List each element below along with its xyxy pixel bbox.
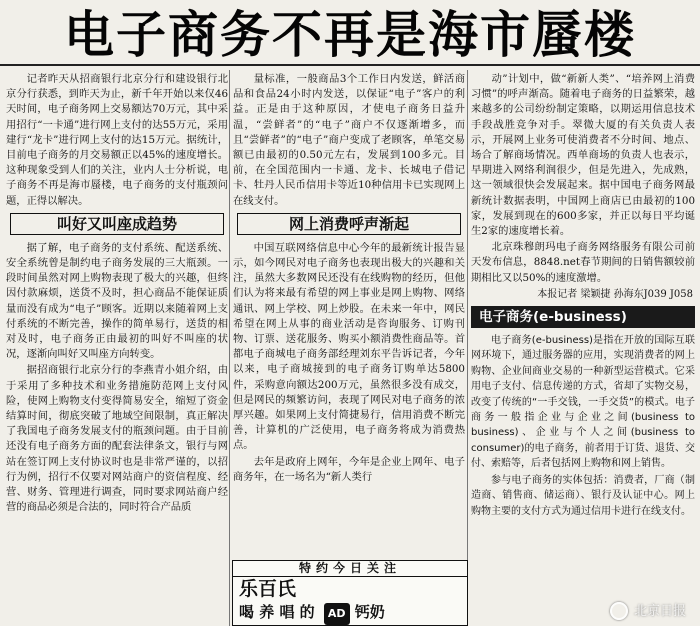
- headline: 电子商务不再是海市蜃楼: [64, 6, 636, 64]
- ad-slogan-text: 喝 养 唱 的: [239, 603, 315, 621]
- weibo-icon: [610, 602, 628, 620]
- section-subhead: 叫好又叫座成趋势: [10, 213, 224, 235]
- sponsor-ad-box: [232, 560, 468, 626]
- paragraph: 参与电子商务的实体包括：消费者，厂商（制造商、销售商、储运商）、银行及认证中心。网上购物主要的支付方式为通过信用卡进行在线支付。: [471, 474, 695, 517]
- paragraph: 记者昨天从招商银行北京分行和建设银行北京分行获悉，到昨天为止，新千年开始以来仅46天时间，电子商务网上交易额达70万元，其中采用招行“一卡通”进行网上支付的达55万元，采用建行“龙卡”进行网上支付的达15万元。据统计，目前电子商务的月交易额正以45%的速度增长。这种现象受到人们的关注，业内人士分析说，电子商务不再是海市蜃楼，电子商务的支付瓶颈问题，正得以解决。: [6, 73, 228, 207]
- paragraph: 电子商务(e-business)是指在开放的国际互联网环境下，通过服务器的应用，实现消费者的网上购物、企业间商业交易的一种新型运营模式。它采用电子支付、信息传递的方式，省却了实物交易，改变了传统的“一手交钱，一手交货”的模式。电子商务一般指企业与企业之间(business to business)、企业与个人之间(business to consumer)的电子商务，前者用于订货、退货、交付、索赔等，后者包括网上购物和网上销售。: [471, 335, 695, 470]
- ad-brand-logo: 乐百氏: [239, 578, 297, 600]
- ad-product-name: 钙奶: [354, 603, 385, 621]
- paragraph: 中国互联网络信息中心今年的最新统计报告显示，如今网民对电子商务也表现出极大的兴趣和关注，虽然大多数网民还没有在线购物的经历，但他们认为将来最有希望的网上事业是网上购物、网络通讯、网上学校、网上炒股。在未来一年中，网民希望在网上从事的商业活动是咨询服务、订购刊物、订票、送花服务、购买小额消费性商品等。首都电子商城电子商务部经理刘东平告诉记者，今年以来，电子商城接到的电子商务订购单达5800件，采购意向额达200万元，虽然很多没有成交，但是网民的频繁访问，表现了网民对电子商务的浓厚兴趣。如果网上支付简捷易行，信用消费不断完善，计算机的广泛使用，电子商务将成为消费热点。: [233, 241, 465, 452]
- ad-slogan: [233, 601, 467, 625]
- paragraph: 据招商银行北京分行的李燕青小姐介绍，由于采用了多种技术和业务措施防范网上支付风险，使网上购物支付变得简易安全，缩短了资金结算时间，彻底突破了地域空间限制，真正解决了我国电子商务发展支付的瓶颈问题。由于目前还没有电子商务方面的配套法律条文，银行与网站在签订网上支付协议时也是非常严谨的，以招行为例，招行不仅要对网站商户的资信程度、经营、财务、管理进行调查，同时要求网站商户经营的商品必须是合法的，同时符合产品质: [6, 364, 228, 514]
- paragraph: 去年是政府上网年，今年是企业上网年、电子商务年，在一场名为“新人类行: [233, 455, 465, 483]
- article-column-1: [6, 72, 228, 516]
- paragraph: 北京珠穆朗玛电子商务网络服务有限公司前天发布信息，8848.net春节期间的日销售额较前期相比又以50%的速度激增。: [471, 241, 695, 284]
- ad-mark-badge: AD: [324, 603, 350, 625]
- article-column-2: [233, 72, 465, 486]
- paragraph: 动”计划中，做“新新人类”、“培养网上消费习惯”的呼声渐高。随着电子商务的日益繁荣，越来越多的公司纷纷制定策略，以期运用信息技术手段战胜竞争对手。翠微大厦的有关负责人表示，开展网上业务可使消费者不分时间、地点、场合了解商场情况。西单商场的负责人也表示，早期进入网络利润很少，但是先进入，先成熟，这一领域很快会发展起来。据中国电子商务网最新统计数据表明，中国网上商店已由最初的100家，发展到现在的600多家，并正以每日平均诞生2家的速度增长着。: [471, 73, 695, 238]
- sidebar-heading: 电子商务(e-business): [471, 306, 695, 328]
- section-subhead: 网上消费呼声渐起: [237, 213, 461, 235]
- headline-rule: [0, 64, 700, 66]
- ad-header: 特约今日关注: [233, 561, 467, 577]
- watermark: [610, 600, 686, 621]
- paragraph: 据了解，电子商务的支付系统、配送系统、安全系统曾是制约电子商务发展的三大瓶颈。一段时间虽然对网上购物表现了极大的兴趣，但终因付款麻烦，送货不及时，担心商品不能保证质量而没有成为“电子”顾客。近期以来随着网上支付系统的不断完善，操作的简单易行，送货的相对及时，电子商务正由最初的叫好不叫座的状况，逐渐向叫好又叫座方向转变。: [6, 241, 228, 361]
- column-divider: [467, 70, 468, 626]
- byline: 本报记者 梁颖捷 孙海东J039 J058: [537, 288, 693, 300]
- watermark-text: 北京日报: [633, 603, 686, 619]
- paragraph: 量标准，一般商品3个工作日内发送，鲜活商品和食品24小时内发送，以保证“电子”客户的利益。正是由于这种原因，才使电子商务日益升温，“尝鲜者”的“电子”商户不仅逐渐增多，而且“尝鲜者”的“电子”商户变成了老顾客，单笔交易额已由最初的0.50元左右，发展到100多元。目前，在全国范围内一卡通、龙卡、长城电子借记卡、牡丹人民币信用卡等近10种信用卡已实现网上在线支付。: [233, 73, 465, 207]
- article-column-3: [471, 72, 695, 520]
- glossary-sidebar: [471, 333, 695, 519]
- column-divider: [229, 70, 230, 626]
